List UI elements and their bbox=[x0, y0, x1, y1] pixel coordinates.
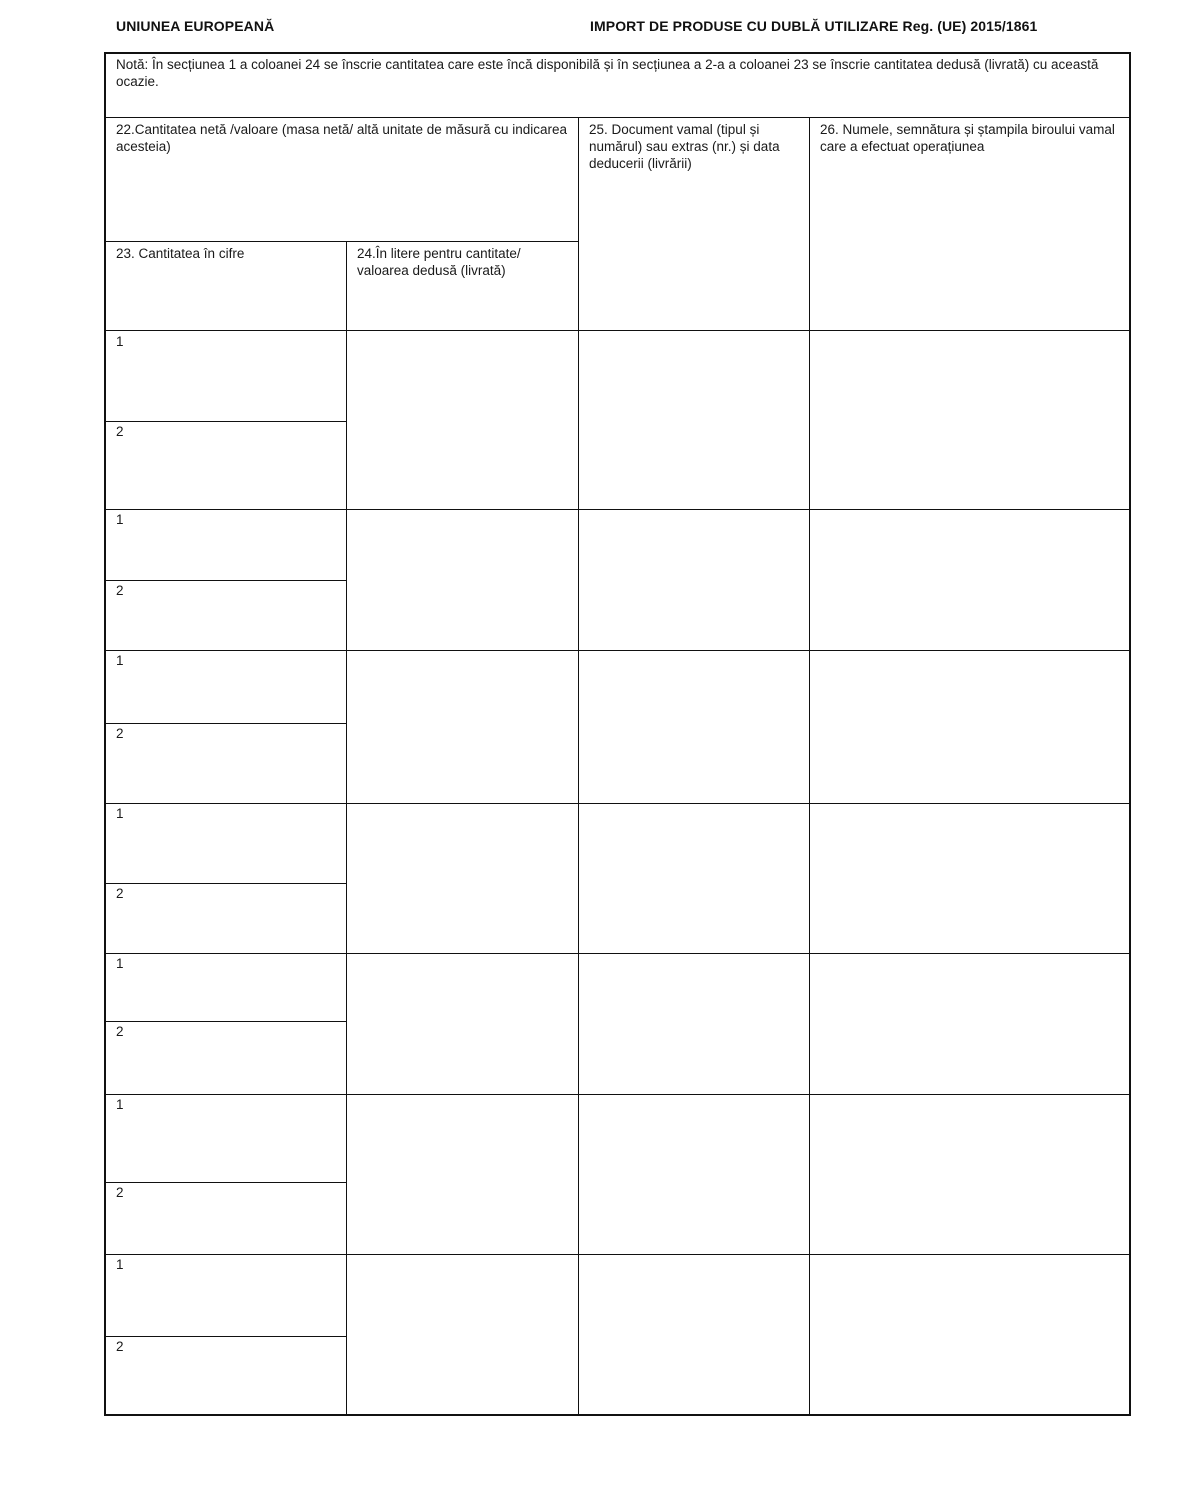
row-6-section-1-label: 1 bbox=[116, 1097, 124, 1112]
column-22-divider bbox=[104, 241, 579, 242]
note-divider bbox=[104, 117, 1131, 118]
column-divider-25-26 bbox=[809, 117, 810, 1415]
row-7-section-1-label: 1 bbox=[116, 1257, 124, 1272]
row-4-bottom-line bbox=[104, 953, 1131, 954]
column-23-header: 23. Cantitatea în cifre bbox=[116, 246, 245, 261]
row-1-section-1-label: 1 bbox=[116, 334, 124, 349]
column-24-header: 24.În litere pentru cantitate/ valoarea dedusă (livrată) bbox=[357, 246, 521, 278]
column-22-header: 22.Cantitatea netă /valoare (masa netă/ altă unitate de măsură cu indicarea acesteia) bbox=[116, 122, 568, 154]
row-2-section-divider bbox=[104, 580, 346, 581]
column-26-header: 26. Numele, semnătura și ștampila biroului vamal care a efectuat operațiunea bbox=[820, 122, 1115, 154]
row-1-section-2-label: 2 bbox=[116, 424, 124, 439]
header-bottom-line bbox=[104, 330, 1131, 331]
note-text: Notă: În secțiunea 1 a coloanei 24 se înscrie cantitatea care este încă disponibilă și în secțiunea a 2-a a coloanei 23 se înscrie cantitatea dedusă (livrată) cu această ocazie. bbox=[116, 57, 1099, 89]
column-divider-24-25 bbox=[578, 117, 579, 1415]
row-5-section-divider bbox=[104, 1021, 346, 1022]
header-right-title: IMPORT DE PRODUSE CU DUBLĂ UTILIZARE Reg. (UE) 2015/1861 bbox=[590, 18, 1038, 34]
row-3-section-divider bbox=[104, 723, 346, 724]
header-left-title: UNIUNEA EUROPEANĂ bbox=[116, 18, 275, 34]
row-2-section-1-label: 1 bbox=[116, 512, 124, 527]
column-divider-23-24 bbox=[346, 241, 347, 1415]
row-4-section-divider bbox=[104, 883, 346, 884]
row-7-section-divider bbox=[104, 1336, 346, 1337]
row-5-bottom-line bbox=[104, 1094, 1131, 1095]
row-6-section-divider bbox=[104, 1182, 346, 1183]
row-1-bottom-line bbox=[104, 509, 1131, 510]
column-25-header: 25. Document vamal (tipul și numărul) sau extras (nr.) și data deducerii (livrării) bbox=[589, 122, 780, 171]
row-4-section-2-label: 2 bbox=[116, 886, 124, 901]
row-4-section-1-label: 1 bbox=[116, 806, 124, 821]
row-6-bottom-line bbox=[104, 1254, 1131, 1255]
row-1-section-divider bbox=[104, 421, 346, 422]
row-3-section-2-label: 2 bbox=[116, 726, 124, 741]
row-3-section-1-label: 1 bbox=[116, 653, 124, 668]
row-3-bottom-line bbox=[104, 803, 1131, 804]
row-5-section-1-label: 1 bbox=[116, 956, 124, 971]
row-2-bottom-line bbox=[104, 650, 1131, 651]
row-2-section-2-label: 2 bbox=[116, 583, 124, 598]
row-5-section-2-label: 2 bbox=[116, 1024, 124, 1039]
row-7-section-2-label: 2 bbox=[116, 1339, 124, 1354]
row-6-section-2-label: 2 bbox=[116, 1185, 124, 1200]
